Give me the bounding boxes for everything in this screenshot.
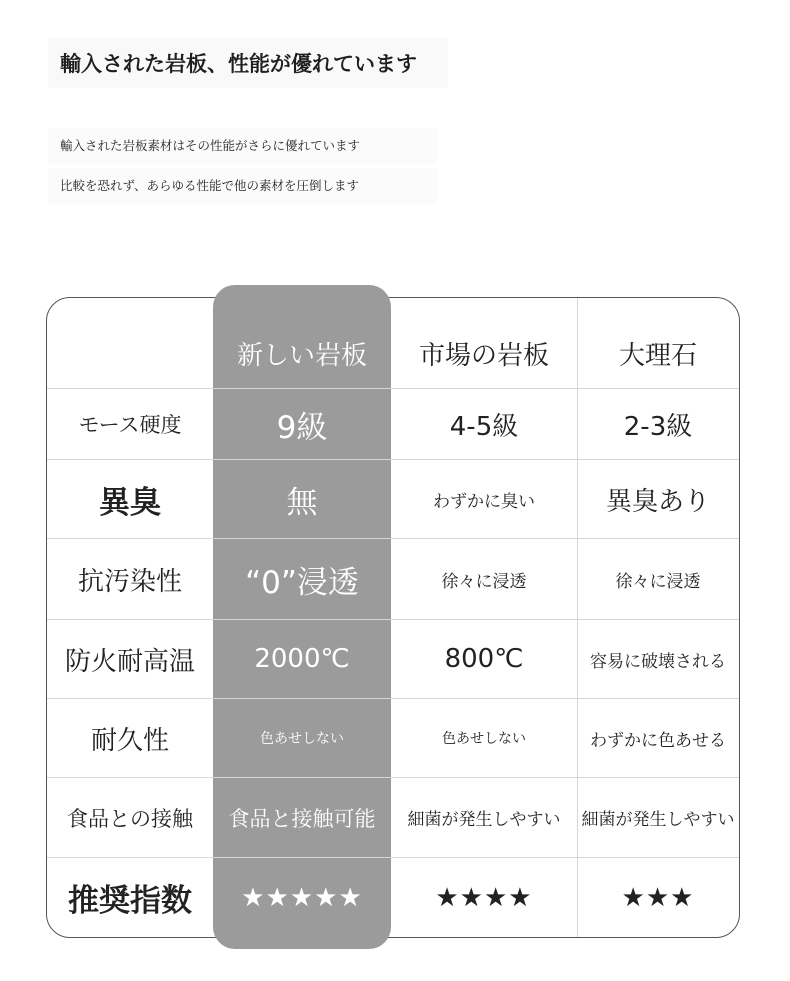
cell-new-slab-durability: 色あせしない [260, 731, 344, 747]
cell-marble-hardness: 2-3級 [623, 411, 693, 442]
cell-marble-food: 細菌が発生しやすい [581, 810, 735, 830]
cell-new-slab-food: 食品と接触可能 [228, 806, 376, 831]
page-title: 輸入された岩板、性能が優れています [48, 38, 448, 88]
column-header-market-slab: 市場の岩板 [418, 340, 549, 371]
cell-marble-stain: 徐々に浸透 [615, 571, 701, 592]
rating-stars-market-slab: ★★★★ [435, 882, 533, 913]
cell-new-slab-hardness: 9級 [276, 409, 328, 446]
row-label-stain-resistance: 抗汚染性 [77, 566, 182, 597]
cell-market-slab-food: 細菌が発生しやすい [407, 810, 561, 830]
rating-stars-new-slab: ★★★★★ [241, 882, 363, 913]
row-label-odor: 異臭 [99, 484, 161, 521]
cell-marble-heat: 容易に破壊される [590, 651, 726, 672]
column-header-marble: 大理石 [618, 340, 697, 371]
row-label-fire-heat-resistance: 防火耐高温 [64, 646, 195, 677]
cell-new-slab-heat: 2000℃ [254, 644, 350, 674]
cell-new-slab-odor: 無 [286, 484, 318, 521]
cell-marble-odor: 異臭あり [605, 486, 710, 517]
cell-market-slab-stain: 徐々に浸透 [441, 571, 527, 592]
column-header-new-slab: 新しい岩板 [236, 340, 367, 371]
cell-new-slab-stain: “0”浸透 [245, 564, 359, 601]
row-label-food-contact: 食品との接触 [67, 806, 193, 831]
cell-market-slab-heat: 800℃ [444, 644, 524, 674]
rating-stars-marble: ★★★ [621, 882, 695, 913]
cell-market-slab-durability: 色あせしない [442, 731, 526, 747]
cell-marble-durability: わずかに色あせる [590, 730, 726, 751]
row-label-recommendation: 推奨指数 [68, 883, 192, 919]
row-label-mohs-hardness: モース硬度 [78, 413, 182, 437]
row-label-durability: 耐久性 [90, 725, 169, 756]
cell-market-slab-hardness: 4-5級 [449, 411, 519, 442]
intro-line-2: 比較を恐れず、あらゆる性能で他の素材を圧倒します [48, 168, 438, 204]
cell-market-slab-odor: わずかに臭い [433, 491, 535, 512]
intro-line-1: 輸入された岩板素材はその性能がさらに優れています [48, 128, 438, 164]
